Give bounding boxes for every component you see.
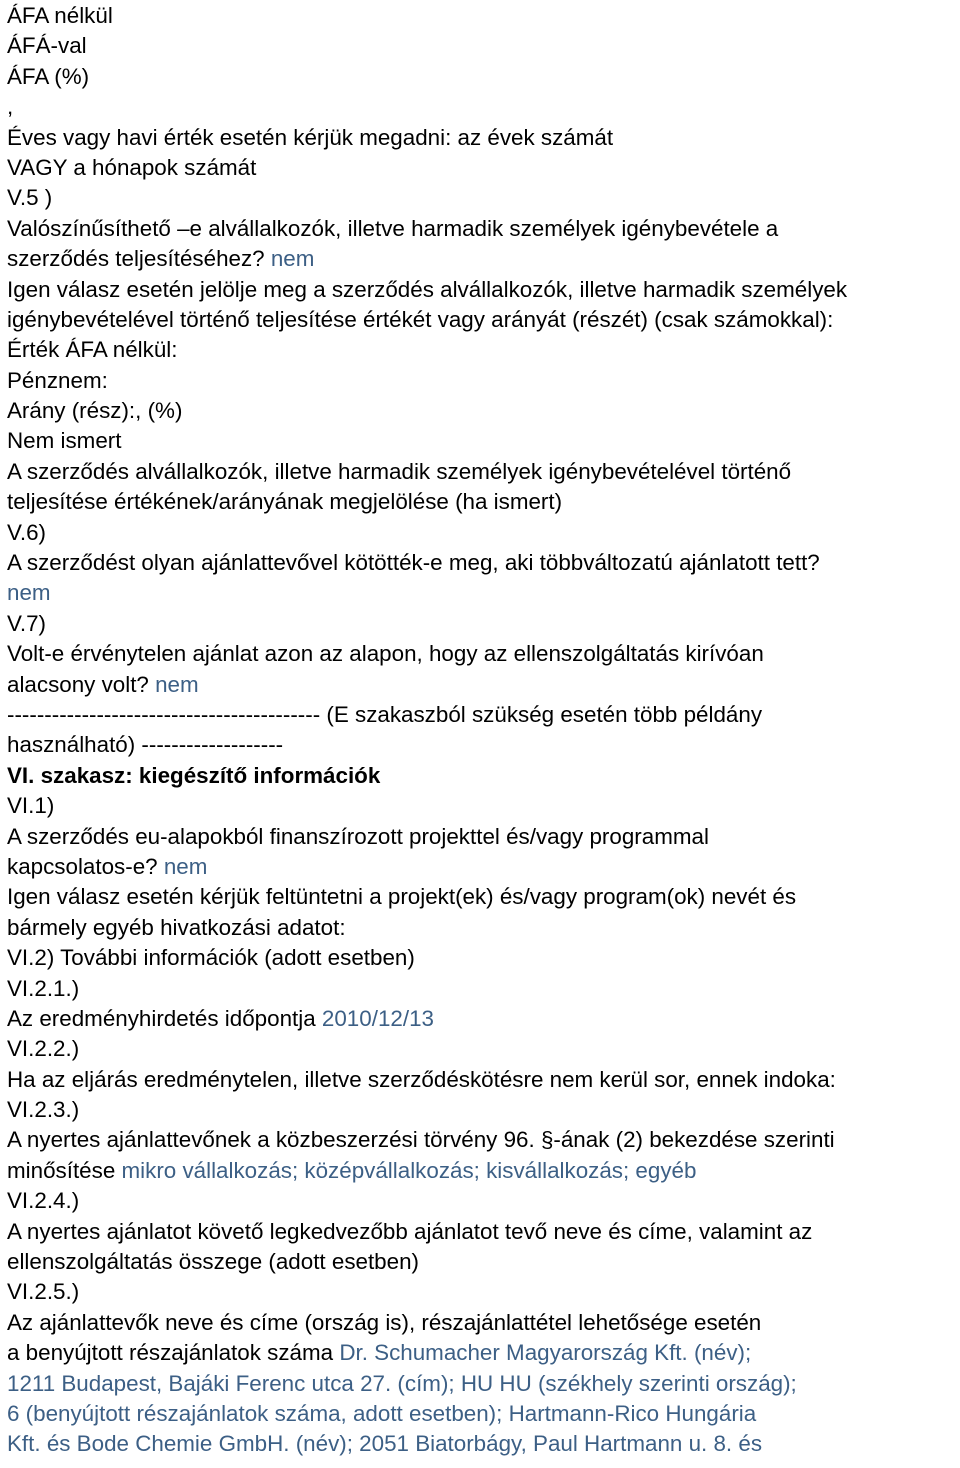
text-line (7, 1186, 957, 1216)
text-line (7, 92, 957, 122)
text-line (7, 578, 957, 608)
text-line (7, 426, 957, 456)
text-line (7, 700, 957, 730)
text-line (7, 487, 957, 517)
text-segment: Az eredményhirdetés időpontja (7, 1005, 322, 1031)
text-segment: ÁFA (%) (7, 63, 90, 89)
text-line (7, 730, 957, 760)
text-segment: Arány (rész):, (%) (7, 398, 183, 424)
text-segment: Nem ismert (7, 428, 122, 454)
text-line (7, 1308, 957, 1338)
text-line (7, 1156, 957, 1186)
text-segment: VI.1) (7, 793, 55, 819)
text-line (7, 518, 957, 548)
text-line (7, 1338, 957, 1368)
text-line (7, 1, 957, 31)
text-segment: ÁFÁ-val (7, 33, 87, 59)
text-segment: teljesítése értékének/arányának megjelölése (ha ismert) (7, 489, 563, 515)
text-line (7, 275, 957, 305)
text-line (7, 366, 957, 396)
text-line (7, 1034, 957, 1064)
text-segment: A szerződés eu-alapokból finanszírozott projekttel és/vagy programmal (7, 823, 709, 849)
text-segment: igénybevételével történő teljesítése értékét vagy arányát (részét) (csak számokkal): (7, 306, 834, 332)
field-value: mikro vállalkozás; középvállalkozás; kisvállalkozás; egyéb (121, 1157, 697, 1183)
text-line (7, 1095, 957, 1125)
text-line (7, 153, 957, 183)
text-line (7, 670, 957, 700)
text-line (7, 1369, 957, 1399)
text-segment: VI.2) További információk (adott esetben) (7, 945, 415, 971)
text-line (7, 822, 957, 852)
field-value: 1211 Budapest, Bajáki Ferenc utca 27. (cím); HU HU (székhely szerinti ország); (7, 1370, 797, 1396)
text-line (7, 1125, 957, 1155)
text-line (7, 244, 957, 274)
text-segment: Igen válasz esetén jelölje meg a szerződés alvállalkozók, illetve harmadik személyek (7, 276, 848, 302)
field-value: nem (7, 580, 51, 606)
text-segment: A szerződés alvállalkozók, illetve harmadik személyek igénybevételével történő (7, 458, 792, 484)
text-line (7, 1004, 957, 1034)
text-line (7, 457, 957, 487)
text-segment: Pénznem: (7, 367, 108, 393)
text-segment: Éves vagy havi érték esetén kérjük megadni: az évek számát (7, 124, 614, 150)
text-segment: kapcsolatos-e? (7, 853, 164, 879)
text-line (7, 183, 957, 213)
text-segment: szerződés teljesítéséhez? (7, 246, 271, 272)
text-line (7, 548, 957, 578)
text-line (7, 639, 957, 669)
field-value: 2010/12/13 (321, 1005, 434, 1031)
text-segment: VAGY a hónapok számát (7, 154, 257, 180)
text-line (7, 123, 957, 153)
text-segment: ÁFA nélkül (7, 3, 113, 28)
text-segment: V.7) (7, 610, 47, 636)
text-segment: VI.2.3.) (7, 1097, 80, 1123)
text-segment: VI.2.4.) (7, 1188, 80, 1214)
text-segment: a benyújtott részajánlatok száma (7, 1340, 340, 1366)
text-line (7, 1277, 957, 1307)
field-value: nem (163, 853, 208, 879)
field-value: 6 (benyújtott részajánlatok száma, adott esetben); Hartmann-Rico Hungária (7, 1400, 757, 1426)
text-segment: Az ajánlattevők neve és címe (ország is), részajánlattétel lehetősége esetén (7, 1309, 762, 1335)
text-segment: VI.2.2.) (7, 1036, 80, 1062)
text-line (7, 62, 957, 92)
text-segment: ellenszolgáltatás összege (adott esetben) (7, 1249, 419, 1275)
text-segment: VI.2.5.) (7, 1279, 80, 1305)
text-line (7, 396, 957, 426)
text-line (7, 1399, 957, 1429)
text-segment: bármely egyéb hivatkozási adatot: (7, 914, 346, 940)
text-line (7, 1429, 957, 1459)
text-line (7, 761, 957, 791)
text-segment: alacsony volt? (7, 671, 156, 697)
text-segment: ------------------------------------------ (E szakaszból szükség esetén több példány (7, 701, 763, 727)
text-segment: A szerződést olyan ajánlattevővel kötötték-e meg, aki többváltozatú ajánlatott tett? (7, 550, 820, 576)
text-segment: minősítése (7, 1157, 122, 1183)
text-segment: Volt-e érvénytelen ajánlat azon az alapon, hogy az ellenszolgáltatás kirívóan (7, 641, 764, 667)
field-value: Dr. Schumacher Magyarország Kft. (név); (339, 1340, 752, 1366)
text-line (7, 913, 957, 943)
text-line (7, 882, 957, 912)
text-segment: A nyertes ajánlatot követő legkedvezőbb ajánlatot tevő neve és címe, valamint az (7, 1218, 813, 1244)
text-line (7, 1247, 957, 1277)
text-segment: Ha az eljárás eredménytelen, illetve szerződéskötésre nem kerül sor, ennek indoka: (7, 1066, 836, 1092)
section-heading: VI. szakasz: kiegészítő információk (7, 762, 381, 788)
field-value: Kft. és Bode Chemie GmbH. (név); 2051 Biatorbágy, Paul Hartmann u. 8. és (7, 1431, 763, 1457)
text-line (7, 943, 957, 973)
text-segment: Valószínűsíthető –e alvállalkozók, illetve harmadik személyek igénybevétele a (7, 215, 779, 241)
text-line (7, 335, 957, 365)
text-segment: A nyertes ajánlattevőnek a közbeszerzési törvény 96. §-ának (2) bekezdése szerinti (7, 1127, 835, 1153)
text-line (7, 305, 957, 335)
text-line (7, 1217, 957, 1247)
text-segment: , (7, 94, 14, 120)
text-line (7, 1065, 957, 1095)
text-line (7, 214, 957, 244)
text-segment: Érték ÁFA nélkül: (7, 337, 178, 363)
text-segment: V.5 ) (7, 185, 53, 211)
field-value: nem (155, 671, 199, 697)
text-line (7, 31, 957, 61)
text-segment: használható) ------------------- (7, 732, 284, 758)
text-line (7, 609, 957, 639)
text-segment: V.6) (7, 519, 47, 545)
text-segment: VI.2.1.) (7, 975, 80, 1001)
text-line (7, 974, 957, 1004)
text-segment: Igen válasz esetén kérjük feltüntetni a projekt(ek) és/vagy program(ok) nevét és (7, 884, 797, 910)
text-line (7, 791, 957, 821)
field-value: nem (270, 246, 315, 272)
text-line (7, 852, 957, 882)
